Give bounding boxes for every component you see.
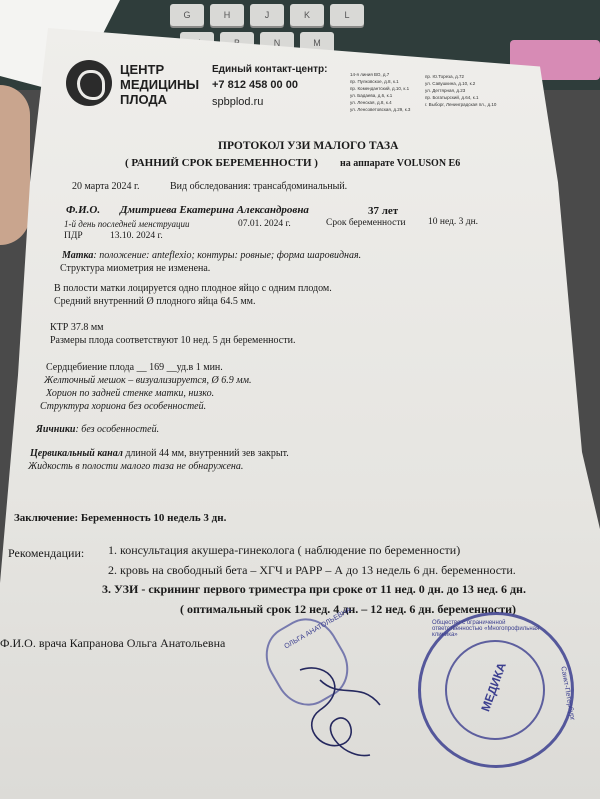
cervix-text: длиной 44 мм, внутренний зев закрыт.	[122, 448, 289, 459]
address-item: пр. Богатырский, д.64, к.1	[425, 95, 479, 100]
key-j: J	[250, 4, 284, 26]
cervix-label: Цервикальный канал	[30, 448, 123, 459]
logo-line-3: ПЛОДА	[120, 92, 168, 107]
exam-type: Вид обследования: трансабдоминальный.	[170, 181, 348, 192]
key-k: K	[290, 4, 324, 26]
heart-rate: Сердцебиение плода __ 169 __уд.в 1 мин.	[46, 362, 223, 373]
address-item: ул. Савушкина, д.10, к.2	[425, 81, 476, 86]
stamp-city-text: Санкт-Петербург	[559, 665, 576, 722]
keyboard-row-1	[170, 4, 364, 26]
yolk-sac: Желточный мешок – визуализируется, Ø 6.9 мм.	[44, 375, 252, 386]
recommendation-2: 2. кровь на свободный бета – ХГЧ и РАРР – А до 13 недель 6 дн. беременности.	[108, 563, 516, 577]
address-item: пр. Пулковское, д.8, к.1	[350, 79, 399, 84]
exam-date: 20 марта 2024 г.	[72, 181, 140, 192]
website-link[interactable]: spbplod.ru	[212, 96, 264, 108]
address-item: ул. Дегтярная, д.23	[425, 88, 466, 93]
fetal-size: Размеры плода соответствуют 10 нед. 5 дн беременности.	[50, 335, 296, 346]
doctor-stamp-text: ОЛЬГА АНАТОЛЬЕВНА	[283, 606, 353, 651]
patient-name-label: Ф.И.О.	[66, 204, 101, 216]
logo-line-1: ЦЕНТР	[120, 62, 165, 77]
doctor-name: Ф.И.О. врача Капранова Ольга Анатольевна	[0, 636, 226, 650]
term-label: Срок беременности	[326, 218, 406, 228]
term-value: 10 нед. 3 дн.	[428, 217, 479, 227]
fetus-logo-icon	[77, 70, 105, 100]
lmp-label: 1-й день последней менструации	[64, 219, 190, 229]
myometrium: Структура миометрия не изменена.	[60, 263, 211, 274]
gestational-sac: В полости матки лоцируется одно плодное яйцо с одним плодом.	[54, 283, 332, 294]
conclusion-label: Заключение	[14, 512, 75, 524]
ktr-value: КТР 37.8 мм	[50, 322, 104, 333]
device-name: на аппарате VOLUSON E6	[340, 158, 461, 169]
patient-name: Дмитриева Екатерина Александровна	[120, 204, 309, 216]
pelvic-fluid: Жидкость в полости малого таза не обнаружена.	[28, 461, 244, 472]
chorion-position: Хорион по задней стенке матки, низко.	[46, 388, 215, 399]
uterus-label: Матка	[62, 250, 94, 261]
key-h: H	[210, 4, 244, 26]
patient-age: 37 лет	[368, 205, 399, 217]
uterus-text: : положение: anteflexio; контуры: ровные; форма шаровидная.	[93, 250, 362, 261]
recommendation-4: ( оптимальный срок 12 нед. 4 дн. – 12 нед. 6 дн. беременности)	[180, 602, 517, 616]
recommendation-3: 3. УЗИ - скрининг первого триместра при сроке от 11 нед. 0 дн. до 13 нед. 6 дн.	[102, 582, 526, 596]
key-n: N	[260, 32, 294, 54]
key-m: M	[300, 32, 334, 54]
hand	[0, 85, 30, 245]
pdr-value: 13.10. 2024 г.	[110, 231, 163, 241]
address-item: ул. Бадаева, д.6, к.1	[350, 93, 393, 98]
stamp-center-text: МЕДИКА	[478, 660, 509, 714]
address-item: ул. Ленская, д.8, к.4	[350, 100, 392, 105]
conclusion-line	[14, 512, 226, 524]
address-item: г. Выборг, Ленинградская пл., д.10	[425, 102, 497, 107]
cervix-line	[30, 448, 289, 459]
address-item: пр. Ю.Тореза, д.72	[425, 74, 464, 79]
key-l: L	[330, 4, 364, 26]
signature	[290, 650, 400, 770]
sac-diameter: Средний внутренний Ø плодного яйца 64.5 мм.	[54, 296, 256, 307]
key-g: G	[170, 4, 204, 26]
contact-label: Единый контакт-центр:	[212, 64, 328, 75]
logo-line-2: МЕДИЦИНЫ	[120, 77, 200, 92]
uterus-line	[62, 250, 361, 261]
protocol-title: ПРОТОКОЛ УЗИ МАЛОГО ТАЗА	[218, 140, 399, 152]
chorion-structure: Структура хориона без особенностей.	[40, 401, 207, 412]
ovaries-text: : без особенностей.	[75, 424, 160, 435]
address-item: 14-я линия ВО, д.7	[350, 72, 390, 77]
lmp-date: 07.01. 2024 г.	[238, 219, 291, 229]
contact-phone: +7 812 458 00 00	[212, 79, 298, 91]
protocol-subtitle: ( РАННИЙ СРОК БЕРЕМЕННОСТИ )	[125, 157, 318, 169]
ovaries-label: Яичники	[36, 424, 76, 435]
recommendation-1: 1. консультация акушера-гинеколога ( наблюдение по беременности)	[108, 543, 461, 557]
ovaries-line	[36, 424, 159, 435]
recommendations-label: Рекомендации:	[8, 546, 85, 560]
address-item: ул. Ленсоветовская, д.29, к.3	[350, 107, 411, 112]
pdr-label: ПДР	[64, 231, 83, 241]
stamp-outer-text: Общество с ограниченной ответственностью «Многопрофильная клиника»	[432, 620, 540, 638]
address-item: пр. Комендантский, д.10, к.1	[350, 86, 410, 91]
conclusion-text: : Беременность 10 недель 3 дн.	[74, 512, 227, 524]
